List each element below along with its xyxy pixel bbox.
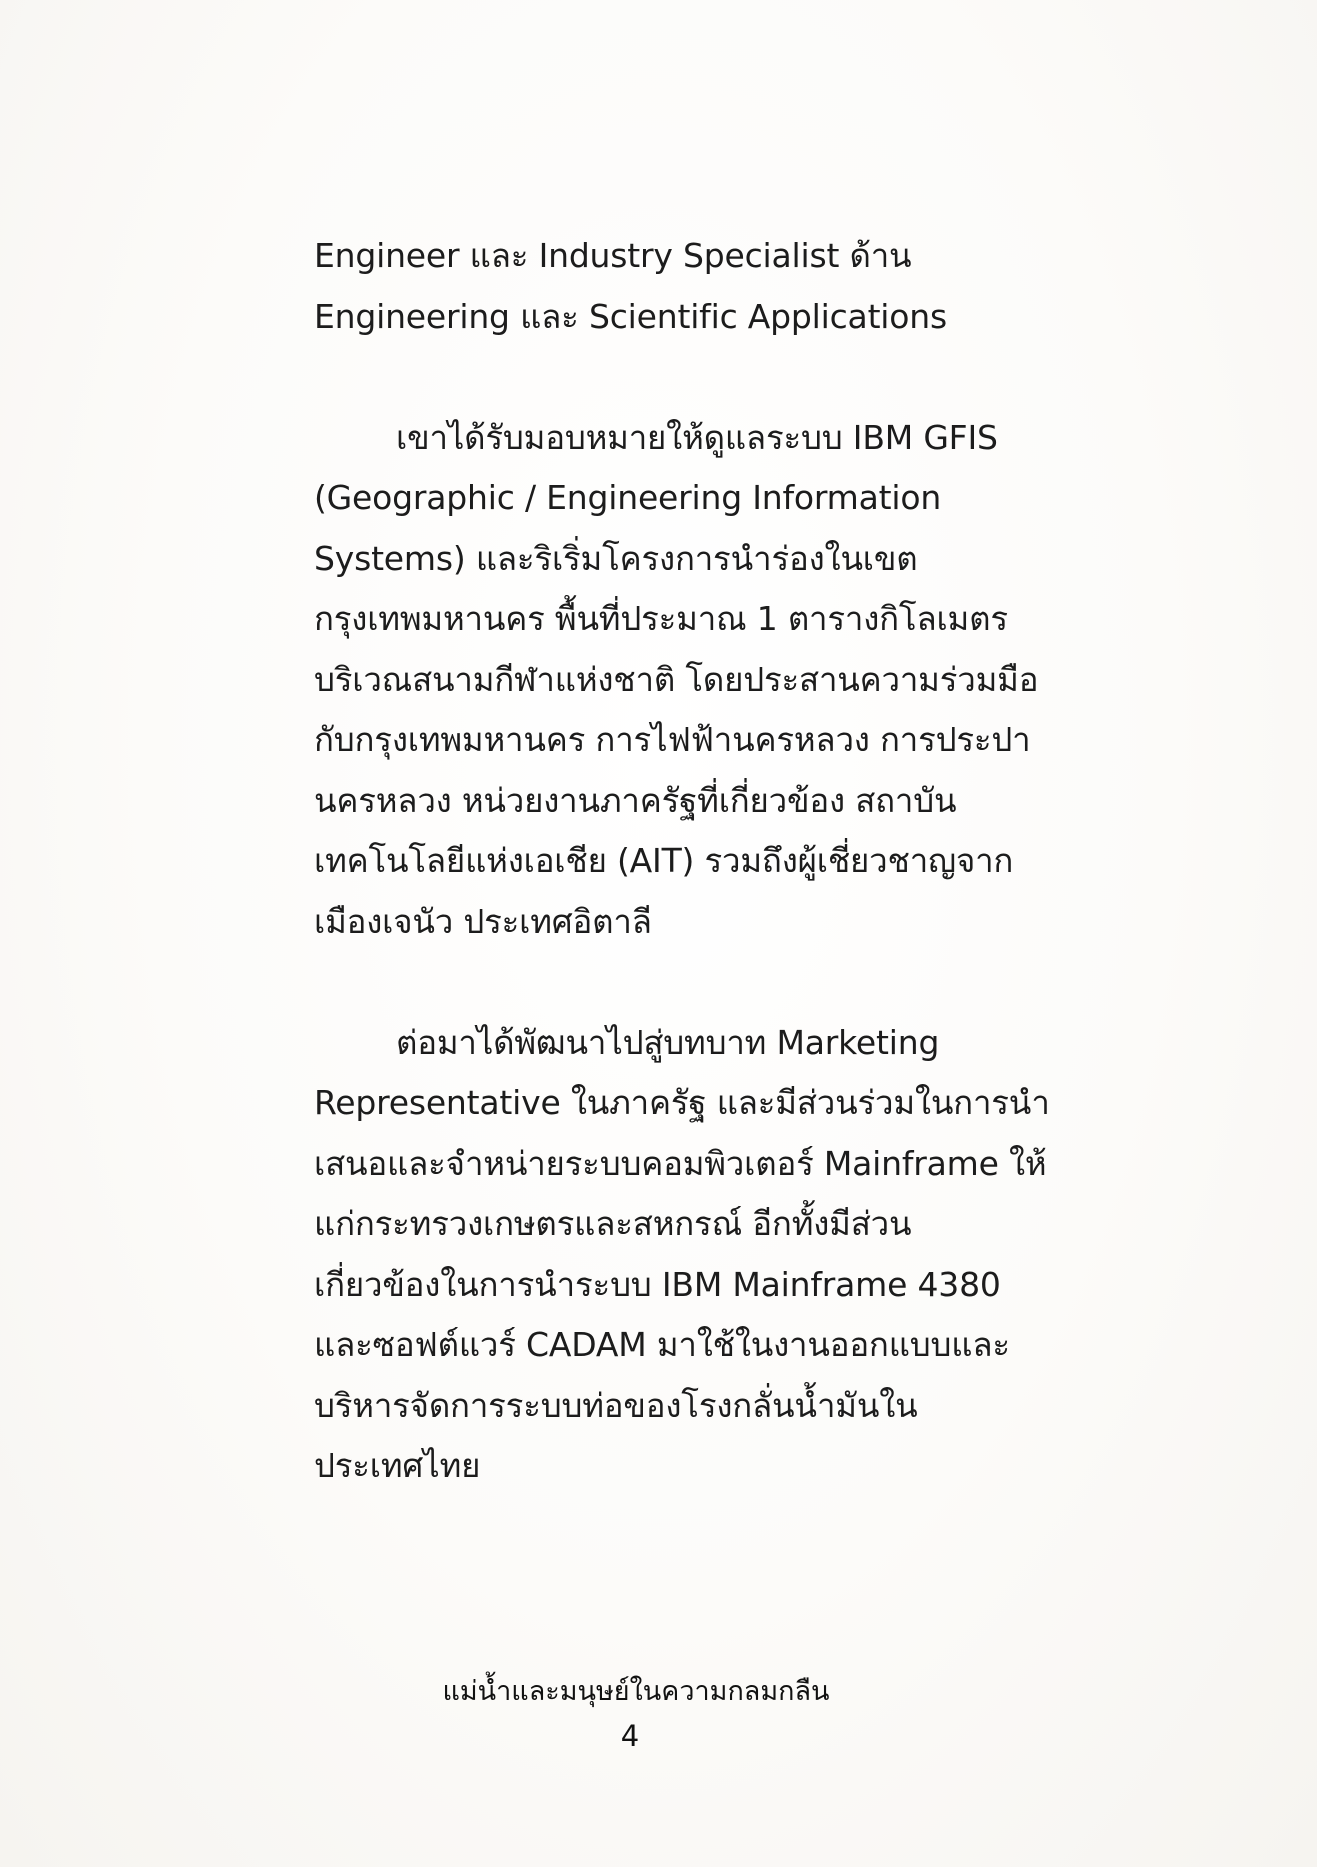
page-number: 4	[620, 1719, 640, 1753]
text-line: กับกรุงเทพมหานคร การไฟฟ้านครหลวง การประปา	[314, 720, 1031, 759]
text-line: แก่กระทรวงเกษตรและสหกรณ์ อีกทั้งมีส่วน	[314, 1204, 912, 1243]
paragraph-first-line: เขาได้รับมอบหมายให้ดูแลระบบ IBM GFIS	[396, 417, 998, 457]
text-line: (Geographic / Engineering Information	[314, 478, 942, 517]
text-line: นครหลวง หน่วยงานภาครัฐที่เกี่ยวข้อง สถาบัน	[314, 780, 957, 820]
text-line: Engineer และ Industry Specialist ด้าน	[314, 236, 912, 275]
text-line: บริเวณสนามกีฬาแห่งชาติ โดยประสานความร่วมมือ	[314, 659, 1039, 699]
text-line: เสนอและจำหน่ายระบบคอมพิวเตอร์ Mainframe ให้	[314, 1143, 1047, 1183]
text-line: และซอฟต์แวร์ CADAM มาใช้ในงานออกแบบและ	[314, 1325, 1010, 1364]
footer-title: แม่น้ำและมนุษย์ในความกลมกลืน	[442, 1676, 830, 1707]
body-text	[314, 226, 1104, 1497]
text-line: เกี่ยวข้องในการนำระบบ IBM Mainframe 4380	[314, 1264, 1001, 1304]
paragraph-gap	[314, 347, 1104, 408]
text-line: เทคโนโลยีแห่งเอเชีย (AIT) รวมถึงผู้เชี่ยวชาญจาก	[314, 841, 1014, 880]
text-line: Engineering และ Scientific Applications	[314, 296, 947, 336]
paragraph-first-line: ต่อมาได้พัฒนาไปสู่บทบาท Marketing	[396, 1022, 940, 1062]
text-line: ประเทศไทย	[314, 1446, 481, 1485]
text-line: กรุงเทพมหานคร พื้นที่ประมาณ 1 ตารางกิโลเมตร	[314, 599, 1008, 638]
text-line: Representative ในภาครัฐ และมีส่วนร่วมในการนำ	[314, 1083, 1050, 1122]
text-line: บริหารจัดการระบบท่อของโรงกลั่นน้ำมันใน	[314, 1385, 918, 1425]
paragraph-gap	[314, 952, 1104, 1013]
text-line: เมืองเจนัว ประเทศอิตาลี	[314, 901, 652, 941]
text-line: Systems) และริเริ่มโครงการนำร่องในเขต	[314, 538, 918, 578]
